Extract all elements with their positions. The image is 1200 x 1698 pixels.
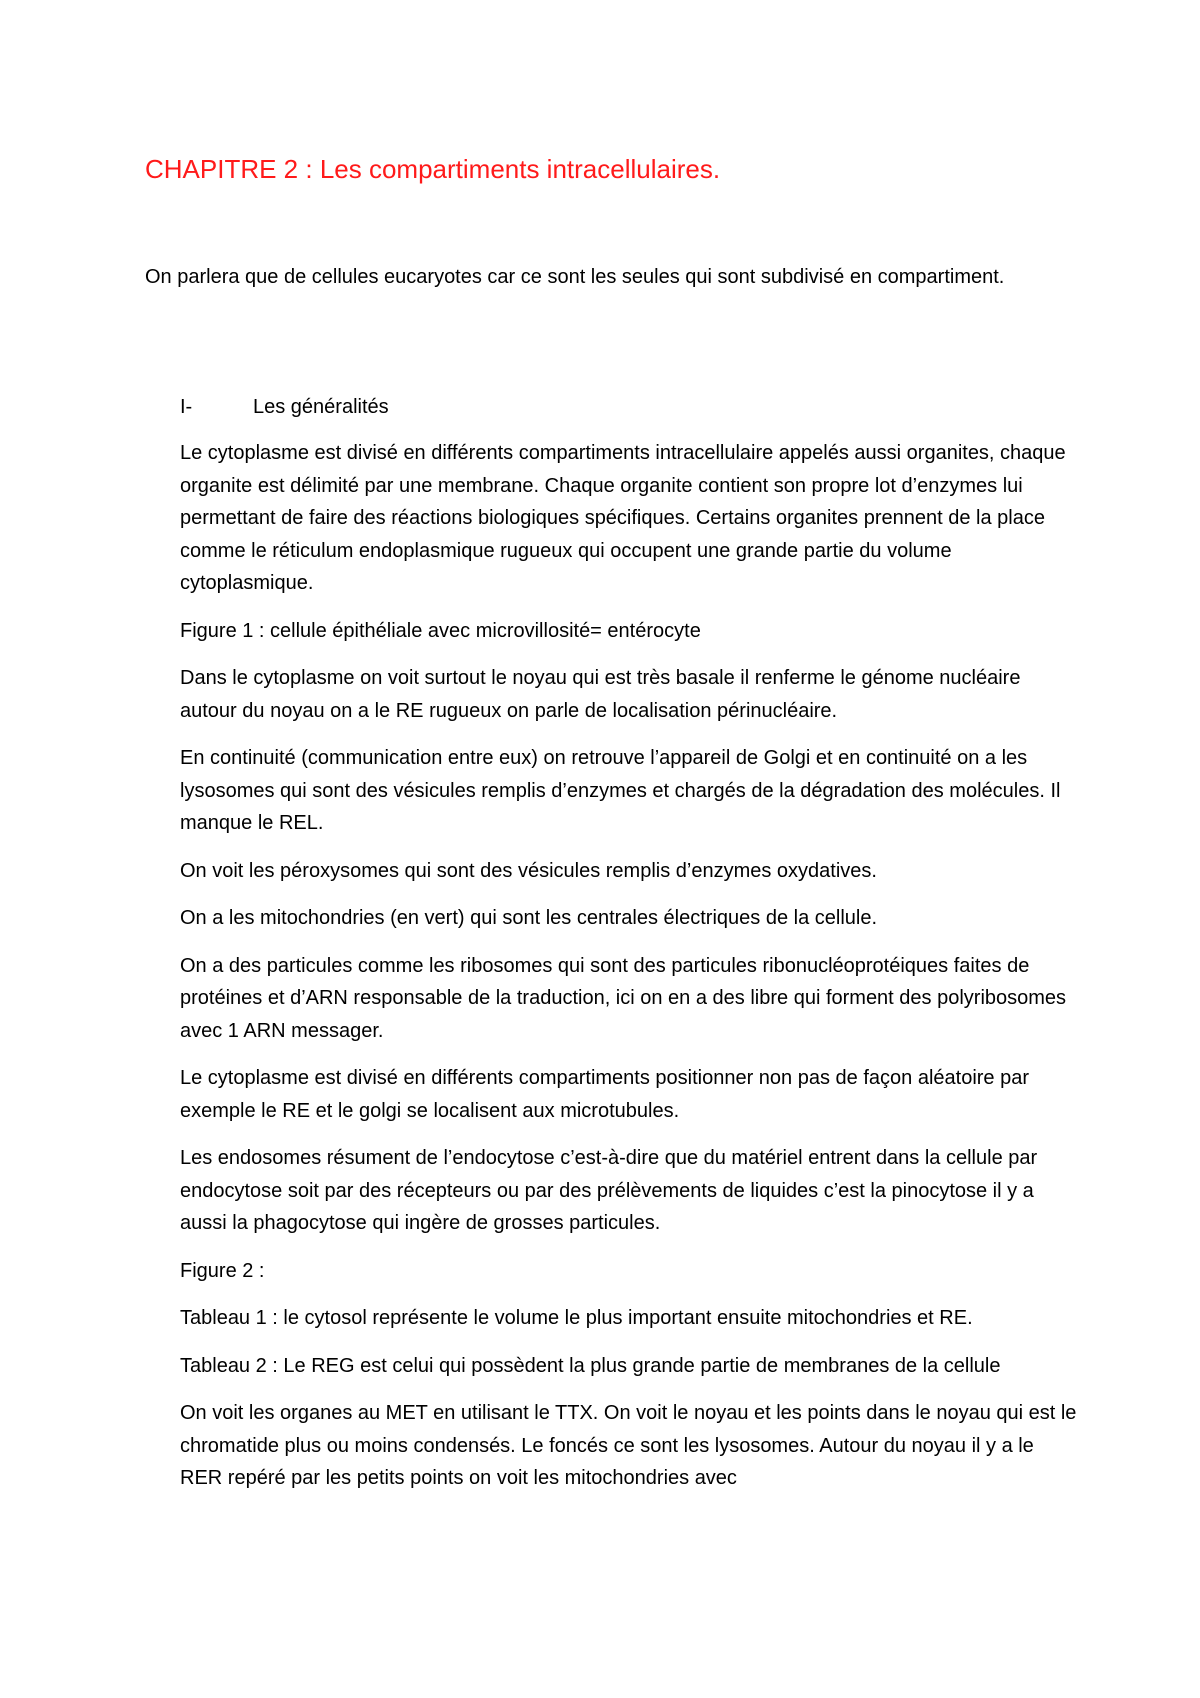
section-number: I- [180, 396, 193, 418]
paragraph-mitochondries: On a les mitochondries (en vert) qui sont les centrales électriques de la cellule. [180, 907, 878, 929]
paragraph-golgi: En continuité (communication entre eux) on retrouve l’appareil de Golgi et en continuité on a les lysosomes qui sont des vésicules remplis d’enzymes et chargés de la dégradation des molécules. Il manque le REL. [180, 747, 1061, 834]
paragraph-figure-1: Figure 1 : cellule épithéliale avec microvillosité= entérocyte [180, 619, 701, 642]
paragraph-peroxysomes: On voit les péroxysomes qui sont des vésicules remplis d’enzymes oxydatives. [180, 859, 877, 882]
section-body [180, 437, 1080, 1510]
section-title: Les généralités [253, 396, 389, 418]
paragraph-endosomes: Les endosomes résument de l’endocytose c’est-à-dire que du matériel entrent dans la cellule par endocytose soit par des récepteurs ou par des prélèvements de liquides c’est la pinocytose il y a aussi la phagocytose qui ingère de grosses particules. [180, 1147, 1038, 1234]
paragraph-ribosomes: On a des particules comme les ribosomes qui sont des particules ribonucléoprotéiques faites de protéines et d’ARN responsable de la traduction, ici on en a des libre qui forment des polyribosomes avec 1 ARN messager. [180, 954, 1067, 1042]
chapter-title: CHAPITRE 2 : Les compartiments intracellulaires. [145, 154, 721, 184]
paragraph-tableau-2: Tableau 2 : Le REG est celui qui possèdent la plus grande partie de membranes de la cellule [180, 1354, 1001, 1377]
paragraph-tableau-1: Tableau 1 : le cytosol représente le volume le plus important ensuite mitochondries et RE. [180, 1307, 973, 1329]
paragraph-figure-2: Figure 2 : [180, 1259, 265, 1282]
paragraph-cytoplasme: Le cytoplasme est divisé en différents compartiments intracellulaire appelés aussi organites, chaque organite est délimité par une membrane. Chaque organite contient son propre lot d’enzymes lui permettant de faire des réactions biologiques spécifiques. Certains organites prennent de la place comme le réticulum endoplasmique rugueux qui occupent une grande partie du volume cytoplasmique. [180, 442, 1066, 594]
intro-paragraph: On parlera que de cellules eucaryotes car ce sont les seules qui sont subdivisé en compartiment. [145, 266, 1005, 288]
paragraph-met: On voit les organes au MET en utilisant le TTX. On voit le noyau et les points dans le noyau qui est le chromatide plus ou moins condensés. Le foncés ce sont les lysosomes. Autour du noyau il y a le RER repéré par les petits points on voit les mitochondries avec [180, 1402, 1077, 1489]
section-heading [180, 391, 389, 424]
paragraph-noyau: Dans le cytoplasme on voit surtout le noyau qui est très basale il renferme le génome nucléaire autour du noyau on a le RE rugueux on parle de localisation périnucléaire. [180, 667, 1021, 722]
paragraph-compartiments: Le cytoplasme est divisé en différents compartiments positionner non pas de façon aléatoire par exemple le RE et le golgi se localisent aux microtubules. [180, 1067, 1030, 1122]
